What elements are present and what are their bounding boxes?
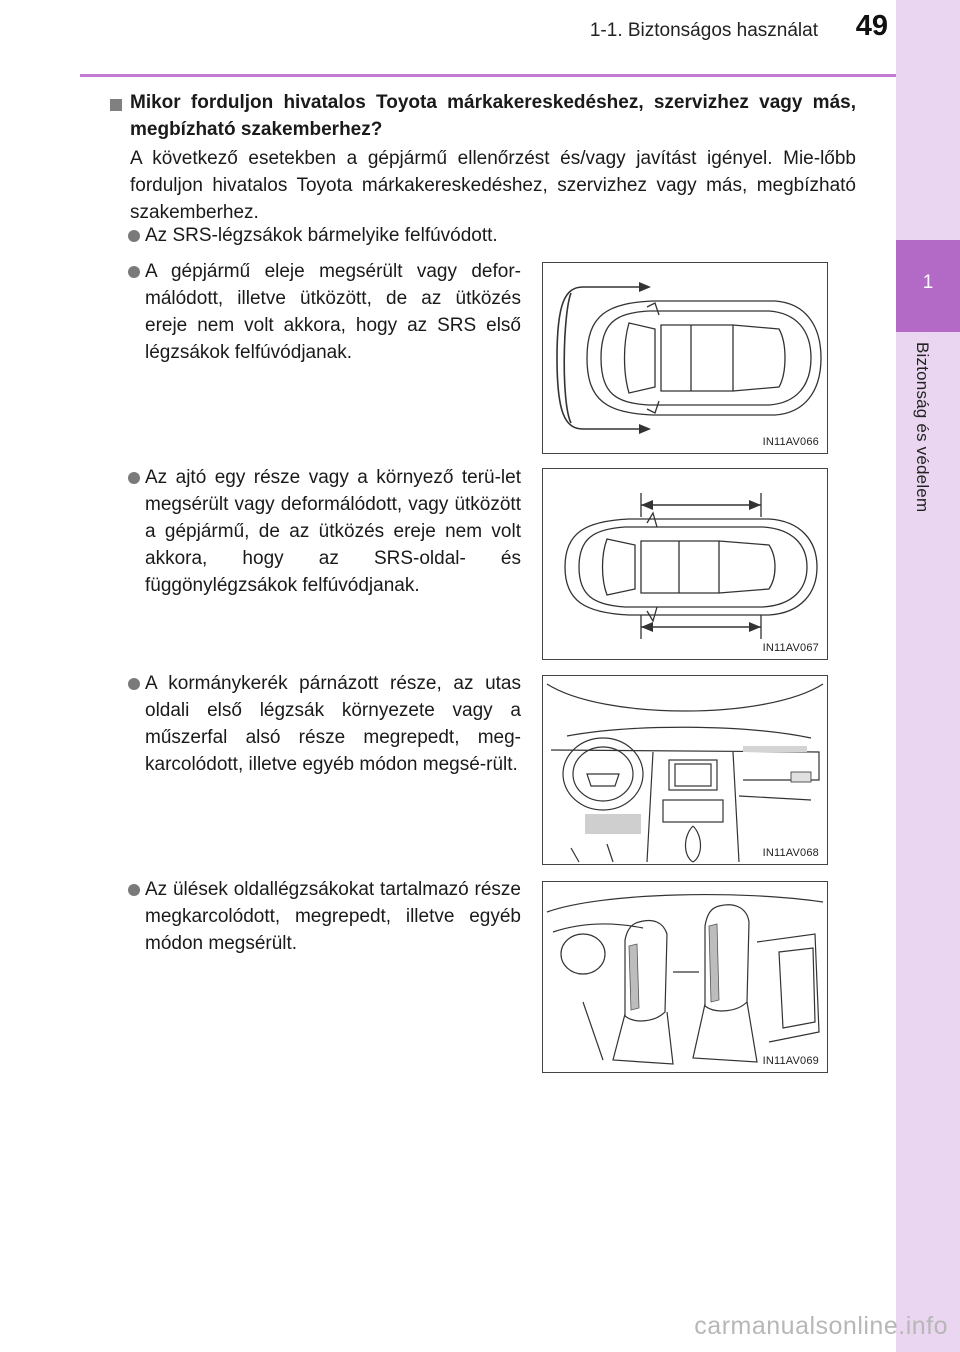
bullet-icon [128,472,140,484]
figure-front-damage [542,262,828,454]
bullet-text: A kormánykerék párnázott része, az utas oldali első légzsák környezete vagy a műszerfal alsó része megrepedt, meg-karcolódott, illetve egyéb módon megsé-rült. [145,673,521,775]
figure-side-damage [542,468,828,660]
figure-label: IN11AV068 [762,847,819,859]
bullet-text: Az SRS-légzsákok bármelyike felfúvódott. [145,225,498,246]
bullet-text: Az ülések oldallégzsákokat tartalmazó része megkarcolódott, megrepedt, illetve egyéb módon megsérült. [145,879,521,954]
seats-illustration [543,882,827,1072]
bullet-icon [128,884,140,896]
bullet-text: Az ajtó egy része vagy a környező terü-let megsérült vagy deformálódott, vagy ütközött a gépjármű, de az ütközés ereje nem volt akkora, hogy az SRS-oldal- és függönylégzsákok felfúvódjanak. [145,467,521,596]
header-section-title: 1-1. Biztonságos használat [589,20,818,41]
page-number: 49 [855,10,888,42]
chapter-number: 1 [922,272,934,293]
bullet-icon [128,266,140,278]
side-tab-background [896,0,960,240]
watermark: carmanualsonline.info [694,1312,948,1340]
figure-label: IN11AV069 [762,1055,819,1067]
car-top-view-side-illustration [543,469,827,659]
chapter-title: Biztonság és védelem [913,342,932,513]
header-divider [80,74,896,77]
bullet-text: A gépjármű eleje megsérült vagy defor-málódott, illetve ütközött, de az ütközés ereje nem volt akkora, hogy az SRS első légzsákok felfúvódjanak. [145,261,521,363]
figure-dashboard [542,675,828,865]
bullet-icon [128,678,140,690]
bullet-icon [128,230,140,242]
section-intro: A következő esetekben a gépjármű ellenőrzést és/vagy javítást igényel. Mie-lőbb forduljon hivatalos Toyota márkakereskedéshez, szervizhez vagy más, megbízható szakemberhez. [130,148,856,223]
car-top-view-front-illustration [543,263,827,453]
section-marker-icon [110,99,122,111]
figure-label: IN11AV066 [762,436,819,448]
section-heading: Mikor forduljon hivatalos Toyota márkakereskedéshez, szervizhez vagy más, megbízható szakemberhez? [130,92,856,140]
figure-seats [542,881,828,1073]
dashboard-illustration [543,676,827,864]
figure-label: IN11AV067 [762,642,819,654]
